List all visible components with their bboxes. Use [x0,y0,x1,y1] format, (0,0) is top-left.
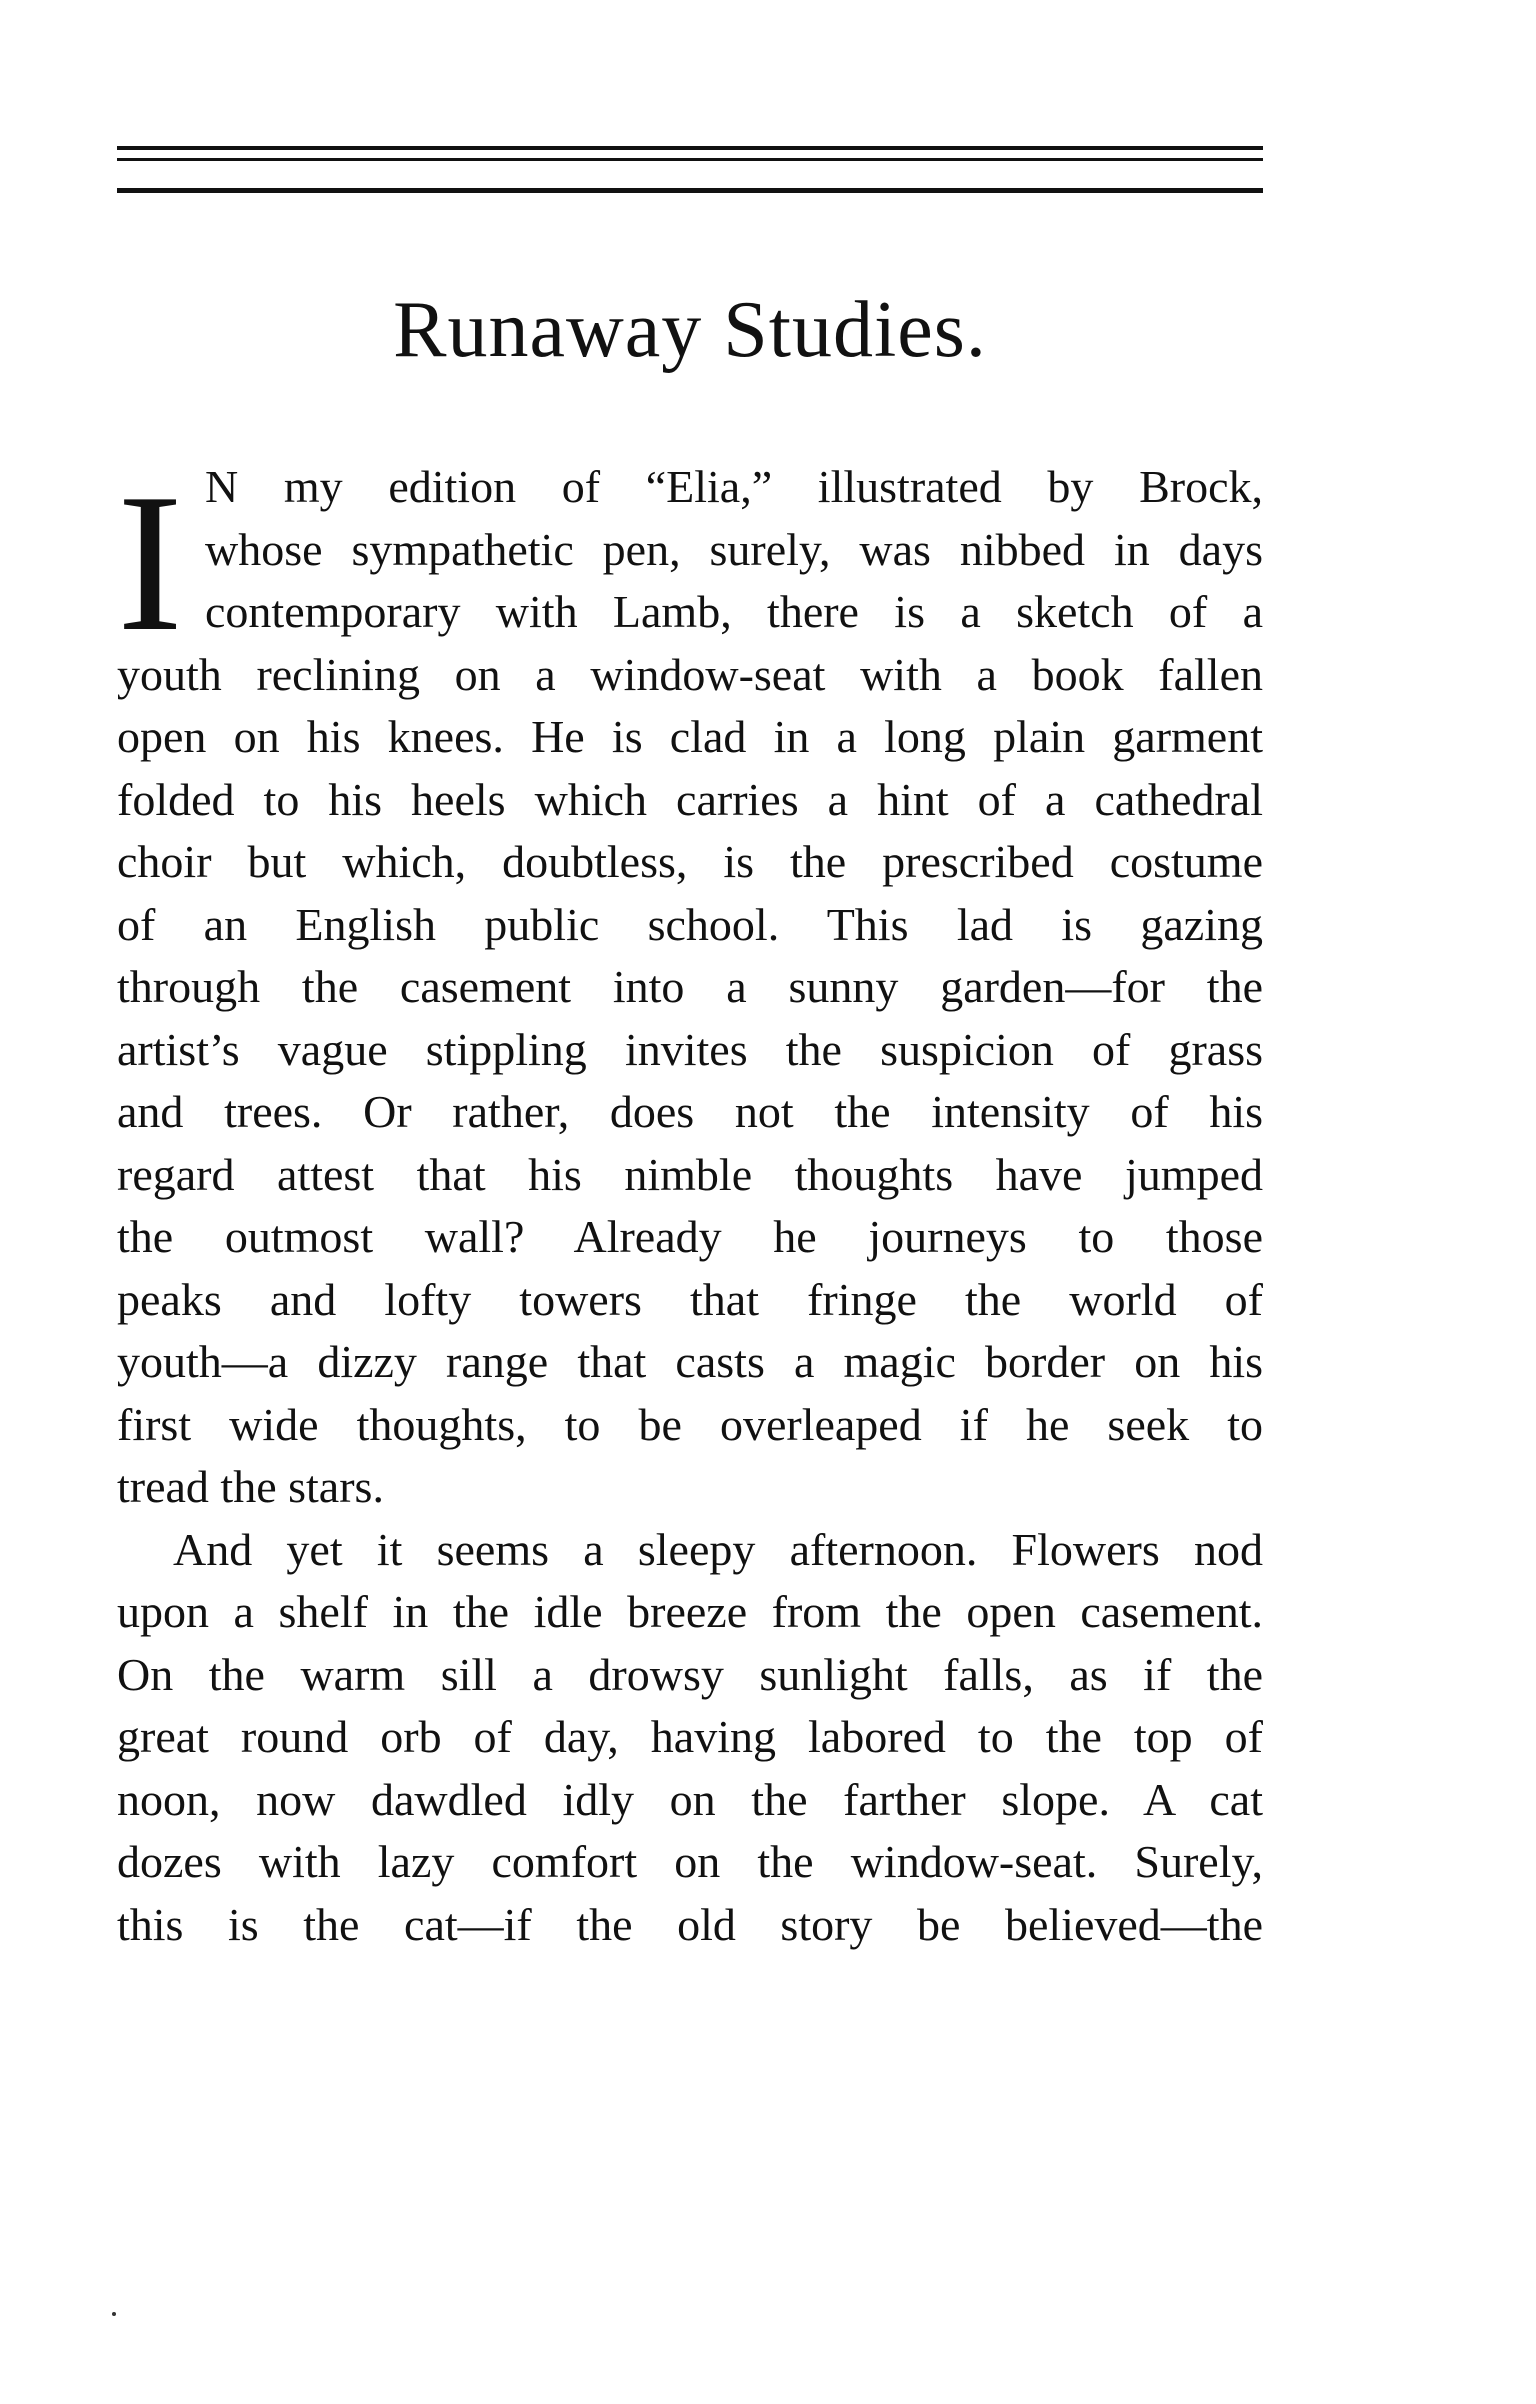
text-line: youth reclining on a window-seat with a book fallen [117,648,1263,700]
text-line: regard attest that his nimble thoughts have jumped [117,1148,1263,1200]
chapter-title: Runaway Studies. [393,286,987,374]
text-line: this is the cat—if the old story be believed—the [117,1898,1263,1950]
text-line: noon, now dawdled idly on the farther slope. A cat [117,1773,1263,1825]
header-rule-bottom [117,188,1263,193]
header-rule-middle [117,158,1263,161]
text-line: of an English public school. This lad is gazing [117,898,1263,950]
text-line: youth—a dizzy range that casts a magic border on his [117,1336,1263,1387]
text-line: through the casement into a sunny garden—for the [117,961,1263,1012]
text-line: On the warm sill a drowsy sunlight falls, as if the [117,1648,1263,1700]
text-line: And yet it seems a sleepy afternoon. Flowers nod [173,1523,1263,1575]
text-line: tread the stars. [117,1461,384,1512]
body-text [117,453,1263,1956]
text-line: open on his knees. He is clad in a long plain garment [117,711,1263,762]
text-line: choir but which, doubtless, is the prescribed costume [117,836,1263,887]
text-line: whose sympathetic pen, surely, was nibbed in days [205,523,1263,575]
text-line: N my edition of “Elia,” illustrated by Brock, [205,461,1263,512]
text-line: contemporary with Lamb, there is a sketch of a [205,586,1263,637]
text-line: upon a shelf in the idle breeze from the open casement. [117,1586,1263,1637]
text-line: folded to his heels which carries a hint of a cathedral [117,773,1263,825]
text-line: first wide thoughts, to be overleaped if he seek to [117,1398,1263,1450]
page-mark-dot [112,2312,116,2316]
text-line: artist’s vague stippling invites the suspicion of grass [117,1023,1263,1075]
text-line: the outmost wall? Already he journeys to those [117,1211,1263,1262]
text-line: peaks and lofty towers that fringe the world of [117,1273,1263,1325]
drop-cap: I [117,453,183,672]
text-line: and trees. Or rather, does not the intensity of his [117,1086,1263,1137]
text-line: dozes with lazy comfort on the window-seat. Surely, [117,1836,1263,1887]
header-rule-top [117,146,1263,150]
text-line: great round orb of day, having labored to the top of [117,1711,1263,1762]
